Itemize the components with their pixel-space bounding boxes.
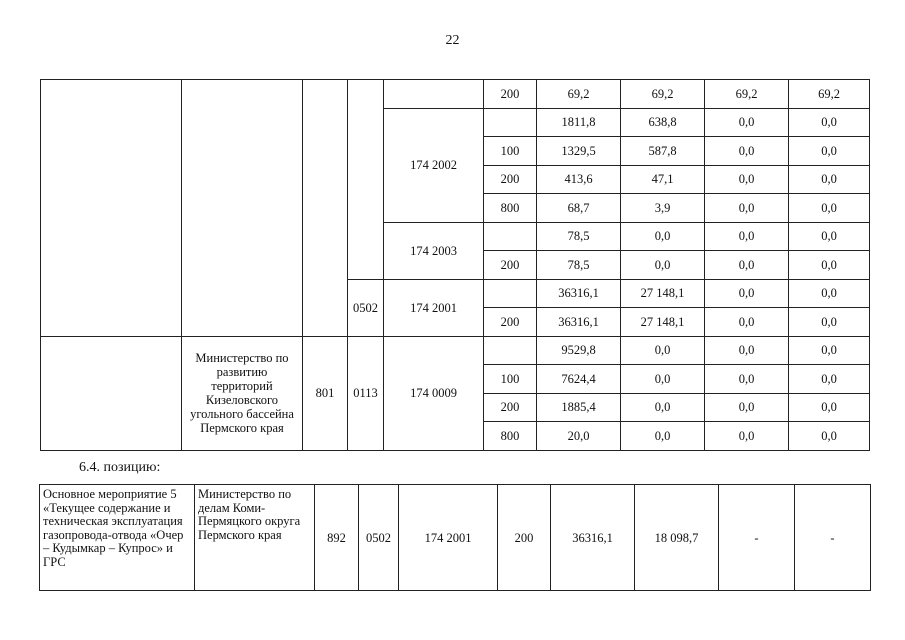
page-number: 22 (445, 33, 460, 48)
value-cell: 0,0 (789, 279, 870, 308)
value-cell: 1885,4 (537, 393, 621, 422)
value-cell: 78,5 (537, 222, 621, 251)
value-cell: 20,0 (537, 422, 621, 451)
value-cell: 0,0 (705, 336, 789, 365)
value-cell: 0,0 (705, 137, 789, 166)
type-cell: 200 (484, 251, 537, 280)
blank-cell (182, 80, 303, 337)
value-cell: 0,0 (621, 393, 705, 422)
value-cell: 36316,1 (551, 485, 635, 591)
value-cell: 638,8 (621, 108, 705, 137)
value-cell: 0,0 (789, 336, 870, 365)
section-cell: 0502 (359, 485, 399, 591)
value-cell: 69,2 (789, 80, 870, 109)
value-cell: 0,0 (621, 251, 705, 280)
blank-cell (303, 80, 348, 337)
section-cell: 0113 (348, 336, 384, 450)
value-cell: 36316,1 (537, 279, 621, 308)
type-cell: 200 (484, 165, 537, 194)
value-cell: 36316,1 (537, 308, 621, 337)
value-cell: 69,2 (537, 80, 621, 109)
value-cell: 1811,8 (537, 108, 621, 137)
type-cell: 200 (484, 80, 537, 109)
value-cell: 0,0 (789, 308, 870, 337)
table-row (41, 80, 870, 109)
value-cell: 0,0 (705, 308, 789, 337)
value-cell: 18 098,7 (635, 485, 719, 591)
value-cell: 0,0 (621, 336, 705, 365)
type-cell: 100 (484, 365, 537, 394)
value-cell: 69,2 (621, 80, 705, 109)
value-cell: 0,0 (705, 279, 789, 308)
value-cell: 0,0 (705, 108, 789, 137)
value-cell: 0,0 (621, 222, 705, 251)
value-cell: 69,2 (705, 80, 789, 109)
type-cell: 800 (484, 194, 537, 223)
value-cell: 27 148,1 (621, 279, 705, 308)
value-cell: 0,0 (705, 251, 789, 280)
value-cell: 0,0 (621, 422, 705, 451)
type-cell: 100 (484, 137, 537, 166)
value-cell: 0,0 (705, 422, 789, 451)
target-cell (384, 80, 484, 109)
value-cell: 3,9 (621, 194, 705, 223)
value-cell: 27 148,1 (621, 308, 705, 337)
target-cell: 174 0009 (384, 336, 484, 450)
table-row (40, 485, 871, 591)
value-cell: 0,0 (789, 365, 870, 394)
section-cell: 0502 (348, 279, 384, 336)
value-cell: 0,0 (789, 222, 870, 251)
position-table (39, 484, 871, 591)
section-label: 6.4. позицию: (79, 460, 161, 475)
value-cell: 47,1 (621, 165, 705, 194)
type-cell: 200 (484, 393, 537, 422)
value-cell: 0,0 (705, 165, 789, 194)
value-cell: 0,0 (789, 137, 870, 166)
type-cell: 800 (484, 422, 537, 451)
budget-table (40, 79, 870, 451)
value-cell: 0,0 (789, 194, 870, 223)
blank-cell (41, 336, 182, 450)
org-code-cell: 801 (303, 336, 348, 450)
value-cell: 9529,8 (537, 336, 621, 365)
value-cell: 0,0 (705, 365, 789, 394)
target-cell: 174 2001 (399, 485, 498, 591)
type-cell (484, 279, 537, 308)
measure-cell: Основное мероприятие 5 «Текущее содержание и техническая эксплуатация газопровода-отвода «Очер – Кудымкар – Купрос» и ГРС (40, 485, 195, 591)
value-cell: 0,0 (705, 222, 789, 251)
target-cell: 174 2001 (384, 279, 484, 336)
value-cell: 0,0 (705, 393, 789, 422)
value-cell: - (719, 485, 795, 591)
org-name-cell: Министерство по развитию территорий Кизеловского угольного бассейна Пермского края (182, 336, 303, 450)
type-cell (484, 108, 537, 137)
value-cell: - (795, 485, 871, 591)
value-cell: 0,0 (789, 251, 870, 280)
table-row (41, 336, 870, 365)
type-cell (484, 222, 537, 251)
target-cell: 174 2003 (384, 222, 484, 279)
value-cell: 0,0 (789, 393, 870, 422)
blank-cell (41, 80, 182, 337)
value-cell: 68,7 (537, 194, 621, 223)
type-cell: 200 (498, 485, 551, 591)
type-cell: 200 (484, 308, 537, 337)
org-name-cell: Министерство по делам Коми-Пермяцкого округа Пермского края (195, 485, 315, 591)
value-cell: 0,0 (705, 194, 789, 223)
value-cell: 1329,5 (537, 137, 621, 166)
value-cell: 0,0 (789, 422, 870, 451)
value-cell: 413,6 (537, 165, 621, 194)
value-cell: 7624,4 (537, 365, 621, 394)
value-cell: 78,5 (537, 251, 621, 280)
blank-cell (348, 80, 384, 280)
value-cell: 0,0 (621, 365, 705, 394)
value-cell: 0,0 (789, 165, 870, 194)
type-cell (484, 336, 537, 365)
value-cell: 0,0 (789, 108, 870, 137)
target-cell: 174 2002 (384, 108, 484, 222)
org-code-cell: 892 (315, 485, 359, 591)
value-cell: 587,8 (621, 137, 705, 166)
